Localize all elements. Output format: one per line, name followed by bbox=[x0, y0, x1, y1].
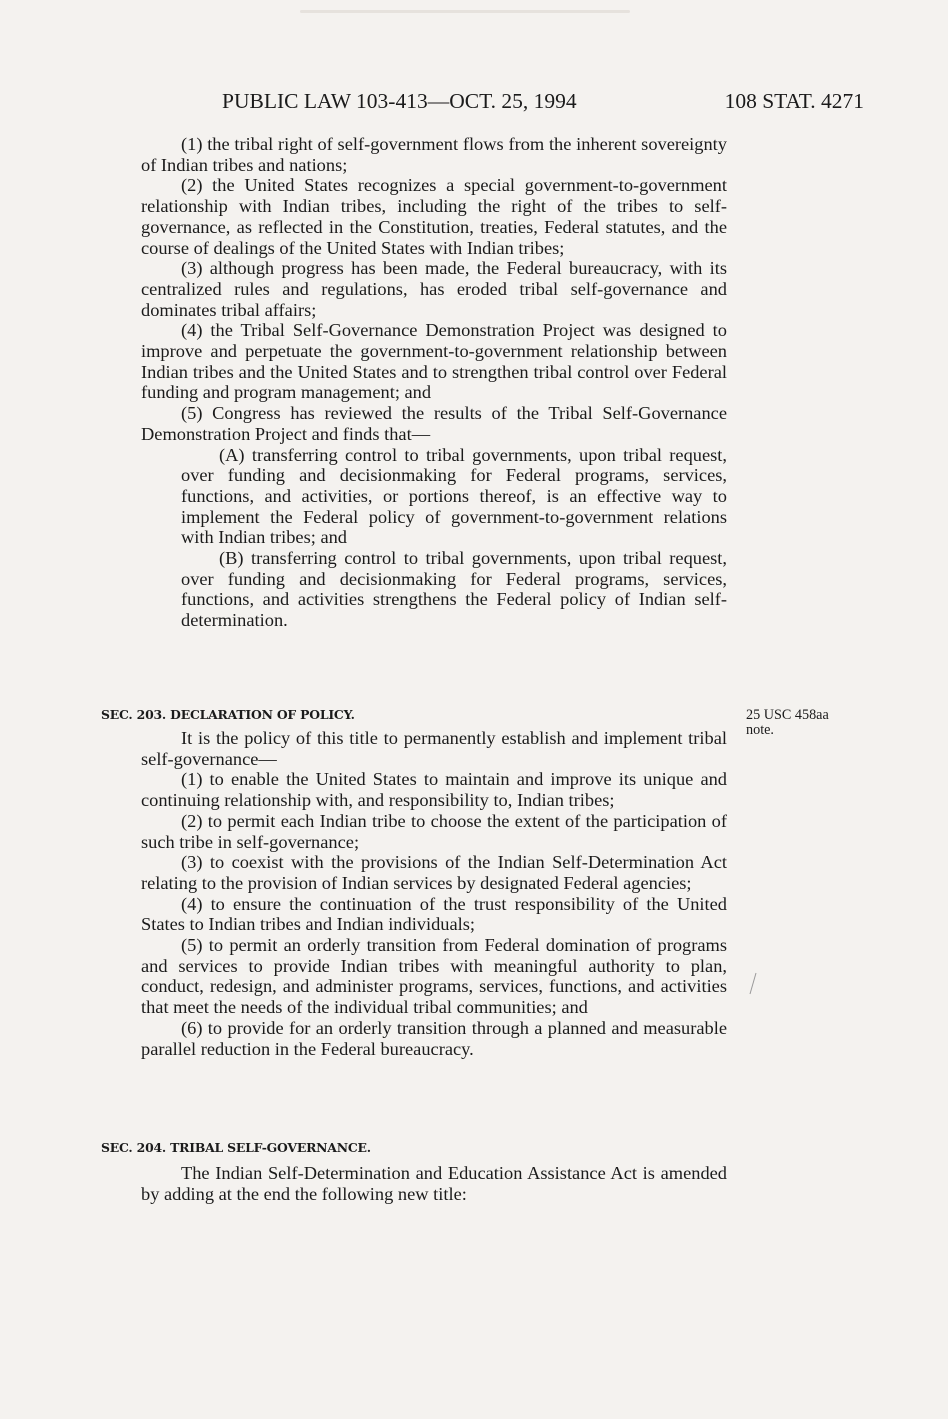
policy-intro: It is the policy of this title to permanently establish and implement tribal self-governance— bbox=[141, 728, 727, 769]
policy-item-3: (3) to coexist with the provisions of the Indian Self-Determination Act relating to the provision of Indian services by designated Federal agencies; bbox=[141, 852, 727, 893]
finding-2: (2) the United States recognizes a special government-to-government relationship with Indian tribes, including the right of the tribes to self-governance, as reflected in the Constitution, treaties, Federal statutes, and the course of dealings of the United States with Indian tribes; bbox=[141, 175, 727, 258]
policy-item-2: (2) to permit each Indian tribe to choose the extent of the participation of such tribe in self-governance; bbox=[141, 810, 727, 852]
usc-margin-note bbox=[746, 708, 886, 738]
sec-203-heading: SEC. 203. DECLARATION OF POLICY. bbox=[101, 707, 355, 722]
sec-204-heading: SEC. 204. TRIBAL SELF-GOVERNANCE. bbox=[101, 1140, 371, 1155]
usc-margin-note-line-2: note. bbox=[746, 722, 774, 738]
finding-1: (1) the tribal right of self-government flows from the inherent sovereignty of Indian tribes and nations; bbox=[141, 134, 727, 175]
findings-section bbox=[141, 134, 727, 631]
header-public-law: PUBLIC LAW 103-413—OCT. 25, 1994 bbox=[222, 89, 577, 113]
header-stat-page: 108 STAT. 4271 bbox=[724, 89, 864, 113]
policy-item-6: (6) to provide for an orderly transition through a planned and measurable parallel reduction in the Federal bureaucracy. bbox=[141, 1017, 727, 1059]
stray-pen-mark bbox=[748, 972, 758, 996]
policy-item-4: (4) to ensure the continuation of the trust responsibility of the United States to Indian tribes and Indian individuals; bbox=[141, 893, 727, 935]
policy-section bbox=[141, 728, 727, 1059]
finding-5: (5) Congress has reviewed the results of the Tribal Self-Governance Demonstration Project and finds that— bbox=[141, 403, 727, 444]
finding-3: (3) although progress has been made, the Federal bureaucracy, with its centralized rules and regulations, has eroded tribal self-governance and dominates tribal affairs; bbox=[141, 258, 727, 320]
page-header bbox=[222, 86, 864, 116]
policy-item-5: (5) to permit an orderly transition from Federal domination of programs and services to provide Indian tribes with meaningful authority to plan, conduct, redesign, and administer programs, services, functions, and activities that meet the needs of the individual tribal communities; and bbox=[141, 935, 727, 1018]
finding-5-a: (A) transferring control to tribal governments, upon tribal request, over funding and decisionmaking for Federal programs, services, functions, and activities, or portions thereof, is an effective way to implement the Federal policy of government-to-government relations with Indian tribes; and bbox=[181, 444, 727, 548]
finding-4: (4) the Tribal Self-Governance Demonstration Project was designed to improve and perpetuate the government-to-government relationship between Indian tribes and the United States and to strengthen tribal control over Federal funding and program management; and bbox=[141, 320, 727, 403]
policy-item-1: (1) to enable the United States to maintain and improve its unique and continuing relationship with, and responsibility to, Indian tribes; bbox=[141, 769, 727, 811]
bleed-through-mark bbox=[300, 10, 630, 13]
finding-5-b: (B) transferring control to tribal governments, upon tribal request, over funding and decisionmaking for Federal programs, services, functions, and activities strengthens the Federal policy of Indian self-determination. bbox=[181, 548, 727, 631]
self-governance-section bbox=[141, 1163, 727, 1204]
sec-204-text: The Indian Self-Determination and Education Assistance Act is amended by adding at the end the following new title: bbox=[141, 1163, 727, 1204]
usc-margin-note-line-1: 25 USC 458aa bbox=[746, 707, 829, 723]
